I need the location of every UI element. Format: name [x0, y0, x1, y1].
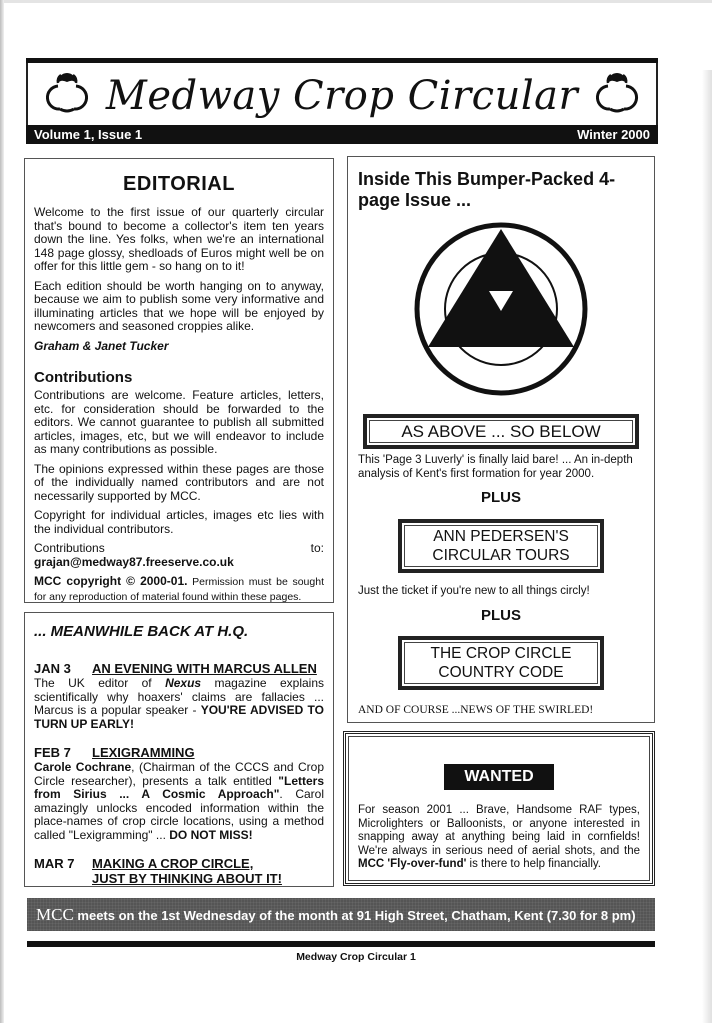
closing-line: AND OF COURSE ...NEWS OF THE SWIRLED! [358, 703, 594, 716]
trefoil-crop-circle-icon [594, 69, 640, 119]
contact-label: Contributions to: [34, 541, 324, 555]
wanted-label: WANTED [444, 764, 554, 790]
wanted-body: For season 2001 ... Brave, Handsome RAF types, Microlighters or Balloonists, or anyone interested in snapping away at anything being laid in cornfields! We're always in serious need of aerial shots, and the [358, 804, 640, 857]
feature-description: Just the ticket if you're new to all things circly! [358, 585, 590, 597]
hq-heading: ... MEANWHILE BACK AT H.Q. [34, 623, 249, 640]
triangle-in-circles-formation-icon [411, 219, 591, 399]
contributions-heading: Contributions [34, 369, 133, 386]
feature-title [404, 642, 598, 684]
contributions-contact [34, 542, 324, 569]
copyright-text: Permission must be sought for any reproduction of material found within these pages. [34, 576, 324, 603]
contributions-paragraph: The opinions expressed within these pages are those of the individually named contributors and are not necessarily supported by MCC. [34, 461, 324, 503]
event-header [34, 856, 324, 886]
event-text: magazine explains scientifically why hoaxers' claims are fallacies ... Marcus is a popular speaker - [34, 676, 324, 717]
event-text: The UK editor of [34, 676, 166, 690]
event-date: JAN 3 [34, 661, 71, 676]
meeting-org: MCC [36, 905, 74, 924]
plus-label: PLUS [480, 489, 521, 506]
page-edge-right [702, 70, 712, 1023]
wanted-box [343, 731, 655, 886]
event-text: , (Chairman of the CCCS and Crop Circle researcher), presents a talk entitled [34, 760, 325, 788]
copyright-bold: MCC copyright © 2000-01. [34, 574, 188, 588]
event-description [34, 761, 324, 842]
event-talk-title: "Letters from Sirius ... A Cosmic Approach" [34, 773, 324, 801]
page-footer: Medway Crop Circular 1 [296, 951, 416, 963]
inside-heading: Inside This Bumper-Packed 4-page Issue ... [358, 169, 616, 210]
event-title-line: MAKING A CROP CIRCLE, [92, 856, 254, 871]
wanted-text [358, 804, 640, 872]
editorial-heading: EDITORIAL [123, 173, 235, 195]
meeting-text: meets on the 1st Wednesday of the month at 91 High Street, Chatham, Kent (7.30 for 8 pm) [73, 908, 636, 923]
event-description [34, 677, 324, 731]
feature-title-line: CIRCULAR TOURS [432, 547, 570, 564]
feature-title-line: COUNTRY CODE [438, 663, 564, 681]
event-item [34, 661, 324, 731]
masthead-body [26, 63, 658, 125]
editorial-paragraph: Welcome to the first issue of our quarterly circular that's bound to become a collector's item ten years down the line. Yes folks, when we're an international 148 page glossy, shedloads of Euros might well be on offer for this little gem - so hang on to it! [34, 205, 324, 273]
feature-title [404, 525, 598, 567]
event-item [34, 745, 324, 842]
wanted-body-end: is there to help financially. [466, 858, 601, 870]
event-speaker: Carole Cochrane [34, 760, 132, 774]
feature-title-line: THE CROP CIRCLE [430, 644, 572, 662]
feature-title-line: ANN PEDERSEN'S [433, 528, 569, 545]
event-date: MAR 7 [34, 856, 75, 871]
issue-bar [26, 125, 658, 144]
event-title-line: JUST BY THINKING ABOUT IT! [92, 871, 282, 886]
event-date: FEB 7 [34, 745, 71, 760]
contact-email-link[interactable]: grajan@medway87.freeserve.co.uk [34, 554, 234, 569]
editorial-signature: Graham & Janet Tucker [34, 338, 169, 353]
event-title: AN EVENING WITH MARCUS ALLEN [92, 661, 317, 676]
copyright-notice [34, 575, 324, 604]
event-callout: YOU'RE ADVISED TO TURN UP EARLY! [34, 703, 324, 731]
meeting-banner [27, 898, 655, 931]
editorial-box [24, 158, 334, 603]
season-label: Winter 2000 [577, 127, 650, 142]
footer-rule [27, 941, 655, 947]
event-title: LEXIGRAMMING [92, 745, 195, 760]
event-header [34, 745, 324, 760]
volume-label: Volume 1, Issue 1 [34, 127, 143, 142]
event-item [34, 856, 324, 886]
feature-as-above-so-below [363, 414, 639, 449]
fly-over-fund: MCC 'Fly-over-fund' [358, 858, 467, 870]
feature-country-code [398, 636, 604, 690]
event-text: . Carol amazingly unlocks encoded information within the place-names of crop circle locations, using a method called "Lexigramming" ... [34, 787, 324, 842]
hq-events-box [24, 612, 334, 887]
event-callout: DO NOT MISS! [169, 827, 253, 842]
newsletter-title: Medway Crop Circular [105, 73, 579, 119]
editorial-paragraph: Each edition should be worth hanging on to anyway, because we aim to publish some very informative and illuminating articles that we hope will be enjoyed by newcomers and seasoned croppies alike. [34, 278, 324, 333]
event-header [34, 661, 324, 676]
inside-issue-box [347, 156, 655, 723]
feature-circular-tours [398, 519, 604, 573]
plus-label: PLUS [480, 606, 521, 624]
feature-title: AS ABOVE ... SO BELOW [369, 420, 633, 443]
page-edge-left [0, 0, 4, 1023]
masthead [26, 58, 658, 144]
contributions-paragraph: Contributions are welcome. Feature articles, letters, etc. for consideration should be forwarded to the editors. We cannot guarantee to publish all submitted articles, images, etc, but we will endeavor to include as many contributions as possible. [34, 388, 324, 456]
page-edge-top [0, 0, 712, 3]
feature-description: This 'Page 3 Luverly' is finally laid bare! ... An in-depth analysis of Kent's first formation for year 2000. [358, 454, 633, 480]
contributions-paragraph: Copyright for individual articles, images etc lies with the individual contributors. [34, 508, 324, 536]
event-title [92, 856, 282, 886]
event-emphasis: Nexus [165, 676, 202, 690]
